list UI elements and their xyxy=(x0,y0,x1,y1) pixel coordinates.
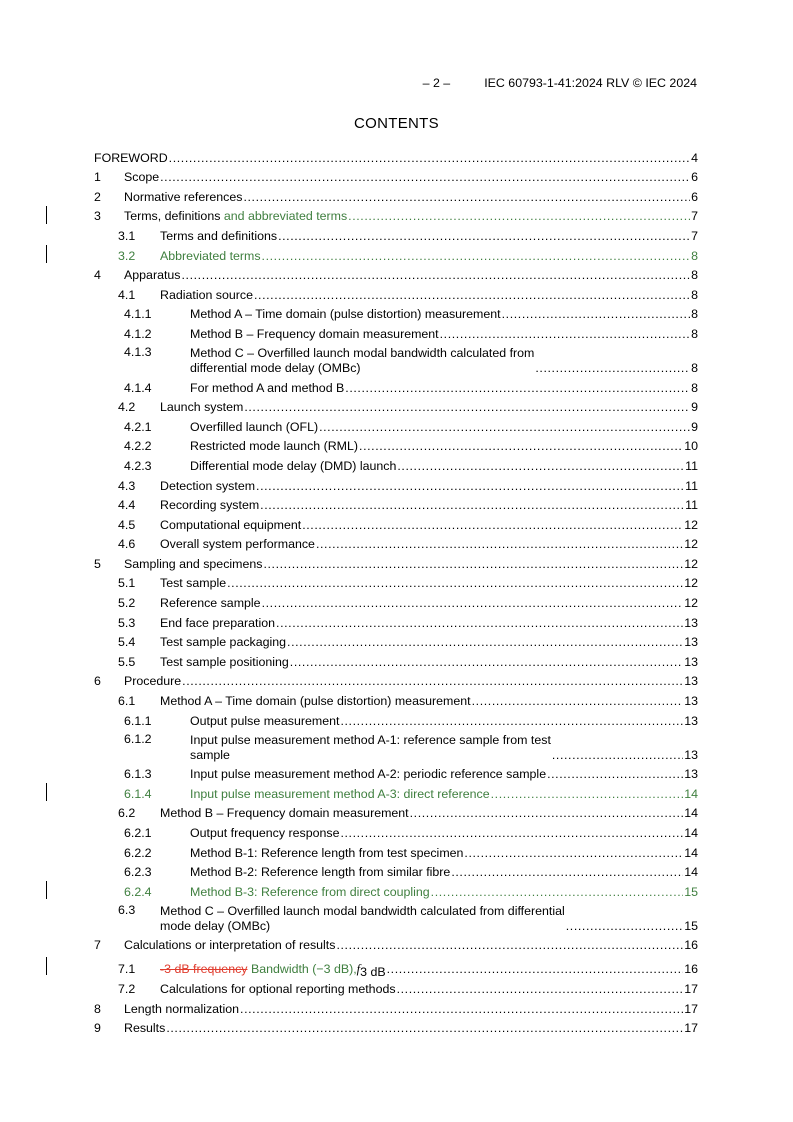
toc-page: 8 xyxy=(691,360,698,375)
toc-entry-8[interactable] xyxy=(94,997,698,1017)
toc-number: 6.1.2 xyxy=(124,731,152,746)
toc-page: 12 xyxy=(684,556,698,571)
toc-title: Calculations or interpretation of results xyxy=(124,938,336,953)
toc-number: 4.2 xyxy=(118,400,136,415)
dot-leader xyxy=(256,479,684,494)
dot-leader xyxy=(244,400,690,415)
dot-leader xyxy=(260,498,684,513)
dot-leader xyxy=(160,170,690,185)
toc-entry-4[interactable] xyxy=(94,264,698,284)
toc-entry-5-2[interactable] xyxy=(94,591,698,611)
toc-title: Method B-2: Reference length from similar fibre xyxy=(190,865,451,880)
dot-leader xyxy=(431,885,684,900)
toc-title: For method A and method B xyxy=(190,380,345,395)
toc-title: Test sample xyxy=(160,576,227,591)
toc-number: 6.1.3 xyxy=(124,767,152,782)
toc-entry-6-1-3[interactable] xyxy=(94,763,698,783)
dot-leader xyxy=(464,846,683,861)
toc-entry-4-1-3[interactable] xyxy=(94,342,698,376)
toc-number: 7 xyxy=(94,938,101,953)
toc-title: End face preparation xyxy=(160,615,276,630)
toc-page: 16 xyxy=(684,962,698,977)
dot-leader xyxy=(552,748,683,763)
toc-page: 14 xyxy=(684,806,698,821)
toc-page: 16 xyxy=(684,938,698,953)
dot-leader xyxy=(263,557,683,572)
toc-title: FOREWORD xyxy=(94,150,168,165)
toc-entry-6-1-2[interactable] xyxy=(94,729,698,763)
deleted-text: -3 dB frequency xyxy=(160,962,248,977)
dot-leader xyxy=(491,787,684,802)
toc-entry-6-1[interactable] xyxy=(94,689,698,709)
toc-number: 4.1.1 xyxy=(124,307,152,322)
dot-leader xyxy=(451,865,683,880)
dot-leader xyxy=(319,420,690,435)
toc-page: 8 xyxy=(691,326,698,341)
toc-title: Sampling and specimens xyxy=(124,556,263,571)
toc-number: 6.2.1 xyxy=(124,826,152,840)
toc-entry-6[interactable] xyxy=(94,670,698,690)
toc-title: Output pulse measurement xyxy=(190,713,340,728)
toc-page: 8 xyxy=(691,307,698,322)
dot-leader xyxy=(502,307,690,322)
page-number: – 2 – xyxy=(422,76,451,90)
toc-page: 13 xyxy=(684,713,698,728)
toc-entry-7[interactable] xyxy=(94,934,698,954)
toc-page: 8 xyxy=(691,287,698,302)
toc-page: 11 xyxy=(685,478,698,493)
toc-entry-6-2-2[interactable] xyxy=(94,841,698,861)
dot-leader xyxy=(440,327,690,342)
toc-title-line1: Input pulse measurement method A-1: reference sample from test xyxy=(190,732,551,747)
toc-entry-5-4[interactable] xyxy=(94,631,698,651)
toc-number: 4.1 xyxy=(118,287,136,302)
dot-leader xyxy=(278,229,690,244)
toc-title: Test sample positioning xyxy=(160,654,289,669)
page-header xyxy=(423,76,697,90)
toc-page: 14 xyxy=(684,826,698,840)
toc-number: 3 xyxy=(94,209,101,224)
dot-leader xyxy=(535,361,690,376)
dot-leader xyxy=(254,288,690,303)
dot-leader xyxy=(181,268,690,283)
toc-page: 14 xyxy=(684,845,698,860)
toc-page: 11 xyxy=(685,458,698,473)
toc-title: Launch system xyxy=(160,400,244,415)
toc-entry-5-1[interactable] xyxy=(94,572,698,592)
toc-entry-3[interactable] xyxy=(94,205,698,225)
toc-title-line1: Method C – Overfilled launch modal bandwidth calculated from xyxy=(190,345,535,360)
dot-leader xyxy=(287,635,683,650)
toc-title: Method B – Frequency domain measurement xyxy=(160,806,409,821)
toc-title: Radiation source xyxy=(160,287,253,302)
toc-entry-4-2-1[interactable] xyxy=(94,415,698,435)
toc-page: 13 xyxy=(684,674,698,689)
dot-leader xyxy=(227,576,683,591)
dot-leader xyxy=(290,655,683,670)
toc-page: 9 xyxy=(691,419,698,434)
toc-number: 5.4 xyxy=(118,635,136,650)
toc-number: 4.2.1 xyxy=(124,419,152,434)
toc-title: Method B-3: Reference from direct coupling xyxy=(190,884,430,899)
toc-title: Procedure xyxy=(124,674,182,689)
toc-page: 15 xyxy=(684,884,698,899)
toc-title: Overall system performance xyxy=(160,537,315,552)
toc-page: 10 xyxy=(684,439,698,454)
toc-page: 6 xyxy=(691,170,698,185)
toc-entry-6-2-4[interactable] xyxy=(94,880,698,900)
dot-leader xyxy=(336,938,683,953)
toc-number: 5.3 xyxy=(118,615,136,630)
toc-entry-5[interactable] xyxy=(94,552,698,572)
toc-number: 4.5 xyxy=(118,517,136,532)
dot-leader xyxy=(262,249,691,264)
toc-page: 9 xyxy=(691,400,698,415)
toc-entry-4-2[interactable] xyxy=(94,396,698,416)
toc-page: 17 xyxy=(684,1021,698,1036)
toc-number: 8 xyxy=(94,1001,101,1016)
dot-leader xyxy=(345,381,690,396)
toc-entry-4-2-2[interactable] xyxy=(94,435,698,455)
frequency-symbol: f xyxy=(356,962,361,977)
toc-number: 4 xyxy=(94,268,101,283)
toc-title: Recording system xyxy=(160,498,260,513)
dot-leader xyxy=(262,596,684,611)
toc-title: Differential mode delay (DMD) launch xyxy=(190,458,397,473)
toc-number: 4.1.2 xyxy=(124,326,152,341)
toc-number: 6.2 xyxy=(118,806,136,821)
toc-page: 13 xyxy=(684,615,698,630)
toc-entry-3-1[interactable] xyxy=(94,224,698,244)
toc-title: Normative references xyxy=(124,189,243,204)
toc-entry-6-1-1[interactable] xyxy=(94,709,698,729)
dot-leader xyxy=(316,537,683,552)
toc-entry-4-1[interactable] xyxy=(94,283,698,303)
toc-entry-3-2[interactable] xyxy=(94,244,698,264)
toc-number: 6.3 xyxy=(118,902,136,917)
toc-number: 4.6 xyxy=(118,537,136,552)
toc-page: 14 xyxy=(684,865,698,880)
toc-title: Method A – Time domain (pulse distortion) measurement xyxy=(160,694,471,709)
toc-title: Detection system xyxy=(160,478,256,493)
toc-entry-7-1[interactable] xyxy=(94,953,698,980)
toc-number: 5.1 xyxy=(118,576,136,591)
dot-leader xyxy=(348,209,690,224)
toc-title: Overfilled launch (OFL) xyxy=(190,419,319,434)
toc-number: 4.3 xyxy=(118,478,136,493)
toc-title: Terms and definitions xyxy=(160,228,278,243)
toc-entry-5-3[interactable] xyxy=(94,611,698,631)
toc-entry-4-6[interactable] xyxy=(94,533,698,553)
toc-page: 12 xyxy=(684,537,698,552)
toc-number: 5.2 xyxy=(118,596,136,611)
dot-leader xyxy=(182,674,683,689)
toc-page: 11 xyxy=(685,498,698,513)
toc-number: 6.1 xyxy=(118,694,136,709)
dot-leader xyxy=(240,1002,683,1017)
toc-number: 9 xyxy=(94,1021,101,1036)
toc-entry-4-3[interactable] xyxy=(94,474,698,494)
toc-page: 8 xyxy=(691,248,698,263)
toc-page: 13 xyxy=(684,747,698,762)
dot-leader xyxy=(397,459,684,474)
toc-entry-2[interactable] xyxy=(94,185,698,205)
toc-entry-4-1-4[interactable] xyxy=(94,376,698,396)
toc-page: 17 xyxy=(684,1001,698,1016)
toc-number: 1 xyxy=(94,170,101,185)
toc-title: Apparatus xyxy=(124,268,181,283)
toc-number: 4.2.2 xyxy=(124,439,152,454)
dot-leader xyxy=(166,1021,683,1036)
toc-title: Method B – Frequency domain measurement xyxy=(190,326,439,341)
change-bar xyxy=(46,206,47,224)
toc-number: 6.2.3 xyxy=(124,865,152,880)
toc-title-line2: sample xyxy=(190,747,230,762)
toc-number: 6 xyxy=(94,674,101,689)
toc-entry-4-5[interactable] xyxy=(94,513,698,533)
toc-entry-5-5[interactable] xyxy=(94,650,698,670)
toc-title: Computational equipment xyxy=(160,517,302,532)
toc-number: 4.4 xyxy=(118,498,136,513)
toc-number: 4.2.3 xyxy=(124,458,152,473)
toc-page: 7 xyxy=(691,209,698,224)
added-text: and abbreviated terms xyxy=(223,209,348,224)
toc-page: 13 xyxy=(684,694,698,709)
dot-leader xyxy=(547,767,683,782)
toc-entry-7-2[interactable] xyxy=(94,977,698,997)
toc-entry-4-2-3[interactable] xyxy=(94,454,698,474)
toc-title: Calculations for optional reporting methods xyxy=(160,981,396,996)
toc-title: Output frequency response xyxy=(190,826,340,840)
toc-title: Input pulse measurement method A-3: direct reference xyxy=(190,786,490,801)
toc-number: 6.2.4 xyxy=(124,884,152,899)
document-id: IEC 60793-1-41:2024 RLV © IEC 2024 xyxy=(484,76,697,90)
dot-leader xyxy=(169,151,690,166)
toc-entry-4-1-2[interactable] xyxy=(94,322,698,342)
toc-number: 4.1.3 xyxy=(124,344,152,359)
toc-entry-1[interactable] xyxy=(94,166,698,186)
toc-page: 7 xyxy=(691,228,698,243)
toc-page: 17 xyxy=(684,981,698,996)
toc-page: 13 xyxy=(684,635,698,650)
toc-title-line2: differential mode delay (OMBc) xyxy=(190,360,361,375)
toc-page: 12 xyxy=(684,517,698,532)
toc-page: 12 xyxy=(684,596,698,611)
toc-title: Abbreviated terms xyxy=(160,248,261,263)
toc-title: Scope xyxy=(124,170,160,185)
toc-title: Method B-1: Reference length from test specimen xyxy=(190,845,464,860)
dot-leader xyxy=(340,714,683,729)
toc-title-line1: Method C – Overfilled launch modal bandwidth calculated from differential xyxy=(160,903,565,918)
toc-title: Method A – Time domain (pulse distortion) measurement xyxy=(190,307,501,322)
toc-entry-6-1-4[interactable] xyxy=(94,782,698,802)
table-of-contents xyxy=(94,146,698,1036)
toc-number: 6.2.2 xyxy=(124,845,152,860)
toc-page: 8 xyxy=(691,380,698,395)
toc-number: 5.5 xyxy=(118,654,136,669)
toc-page: 12 xyxy=(684,576,698,591)
change-bar xyxy=(46,881,47,899)
toc-title: Results xyxy=(124,1021,166,1036)
dot-leader xyxy=(397,982,684,997)
toc-entry-6-2[interactable] xyxy=(94,802,698,822)
toc-title: Reference sample xyxy=(160,596,261,611)
toc-entry-4-4[interactable] xyxy=(94,494,698,514)
toc-entry-6-2-1[interactable] xyxy=(94,821,698,841)
change-bar xyxy=(46,245,47,263)
toc-page: 8 xyxy=(691,268,698,283)
toc-title: Length normalization xyxy=(124,1001,240,1016)
dot-leader xyxy=(472,694,684,709)
toc-page: 14 xyxy=(684,786,698,801)
toc-entry-4-1-1[interactable] xyxy=(94,303,698,323)
toc-page: 15 xyxy=(684,918,698,933)
toc-title: Input pulse measurement method A-2: periodic reference sample xyxy=(190,767,547,782)
toc-number: 3.1 xyxy=(118,228,136,243)
toc-title-line2: mode delay (OMBc) xyxy=(160,918,271,933)
toc-entry-foreword[interactable] xyxy=(94,146,698,166)
toc-number: 7.2 xyxy=(118,981,136,996)
toc-title: Restricted mode launch (RML) xyxy=(190,439,359,454)
added-text: Bandwidth (−3 dB), xyxy=(250,962,357,977)
dot-leader xyxy=(566,919,683,934)
toc-entry-9[interactable] xyxy=(94,1017,698,1037)
toc-page: 6 xyxy=(691,189,698,204)
change-bar xyxy=(46,783,47,801)
toc-number: 6.1.1 xyxy=(124,713,152,728)
frequency-subscript: 3 dB xyxy=(360,965,386,980)
dot-leader xyxy=(359,439,683,454)
page-title: CONTENTS xyxy=(354,115,439,132)
toc-title: Test sample packaging xyxy=(160,635,287,650)
dot-leader xyxy=(387,962,684,977)
change-bar xyxy=(46,957,47,975)
dot-leader xyxy=(243,190,690,205)
dot-leader xyxy=(276,616,683,631)
toc-number: 2 xyxy=(94,189,101,204)
toc-number: 5 xyxy=(94,556,101,571)
toc-entry-6-3[interactable] xyxy=(94,900,698,934)
toc-page: 4 xyxy=(691,150,698,165)
toc-number: 7.1 xyxy=(118,962,136,977)
toc-number: 6.1.4 xyxy=(124,786,152,801)
toc-page: 13 xyxy=(684,654,698,669)
dot-leader xyxy=(302,518,683,533)
dot-leader xyxy=(410,806,684,821)
toc-number: 4.1.4 xyxy=(124,380,152,395)
dot-leader xyxy=(340,826,683,841)
toc-number: 3.2 xyxy=(118,248,136,263)
toc-entry-6-2-3[interactable] xyxy=(94,861,698,881)
toc-title: Terms, definitions xyxy=(124,209,221,224)
toc-page: 13 xyxy=(684,767,698,782)
